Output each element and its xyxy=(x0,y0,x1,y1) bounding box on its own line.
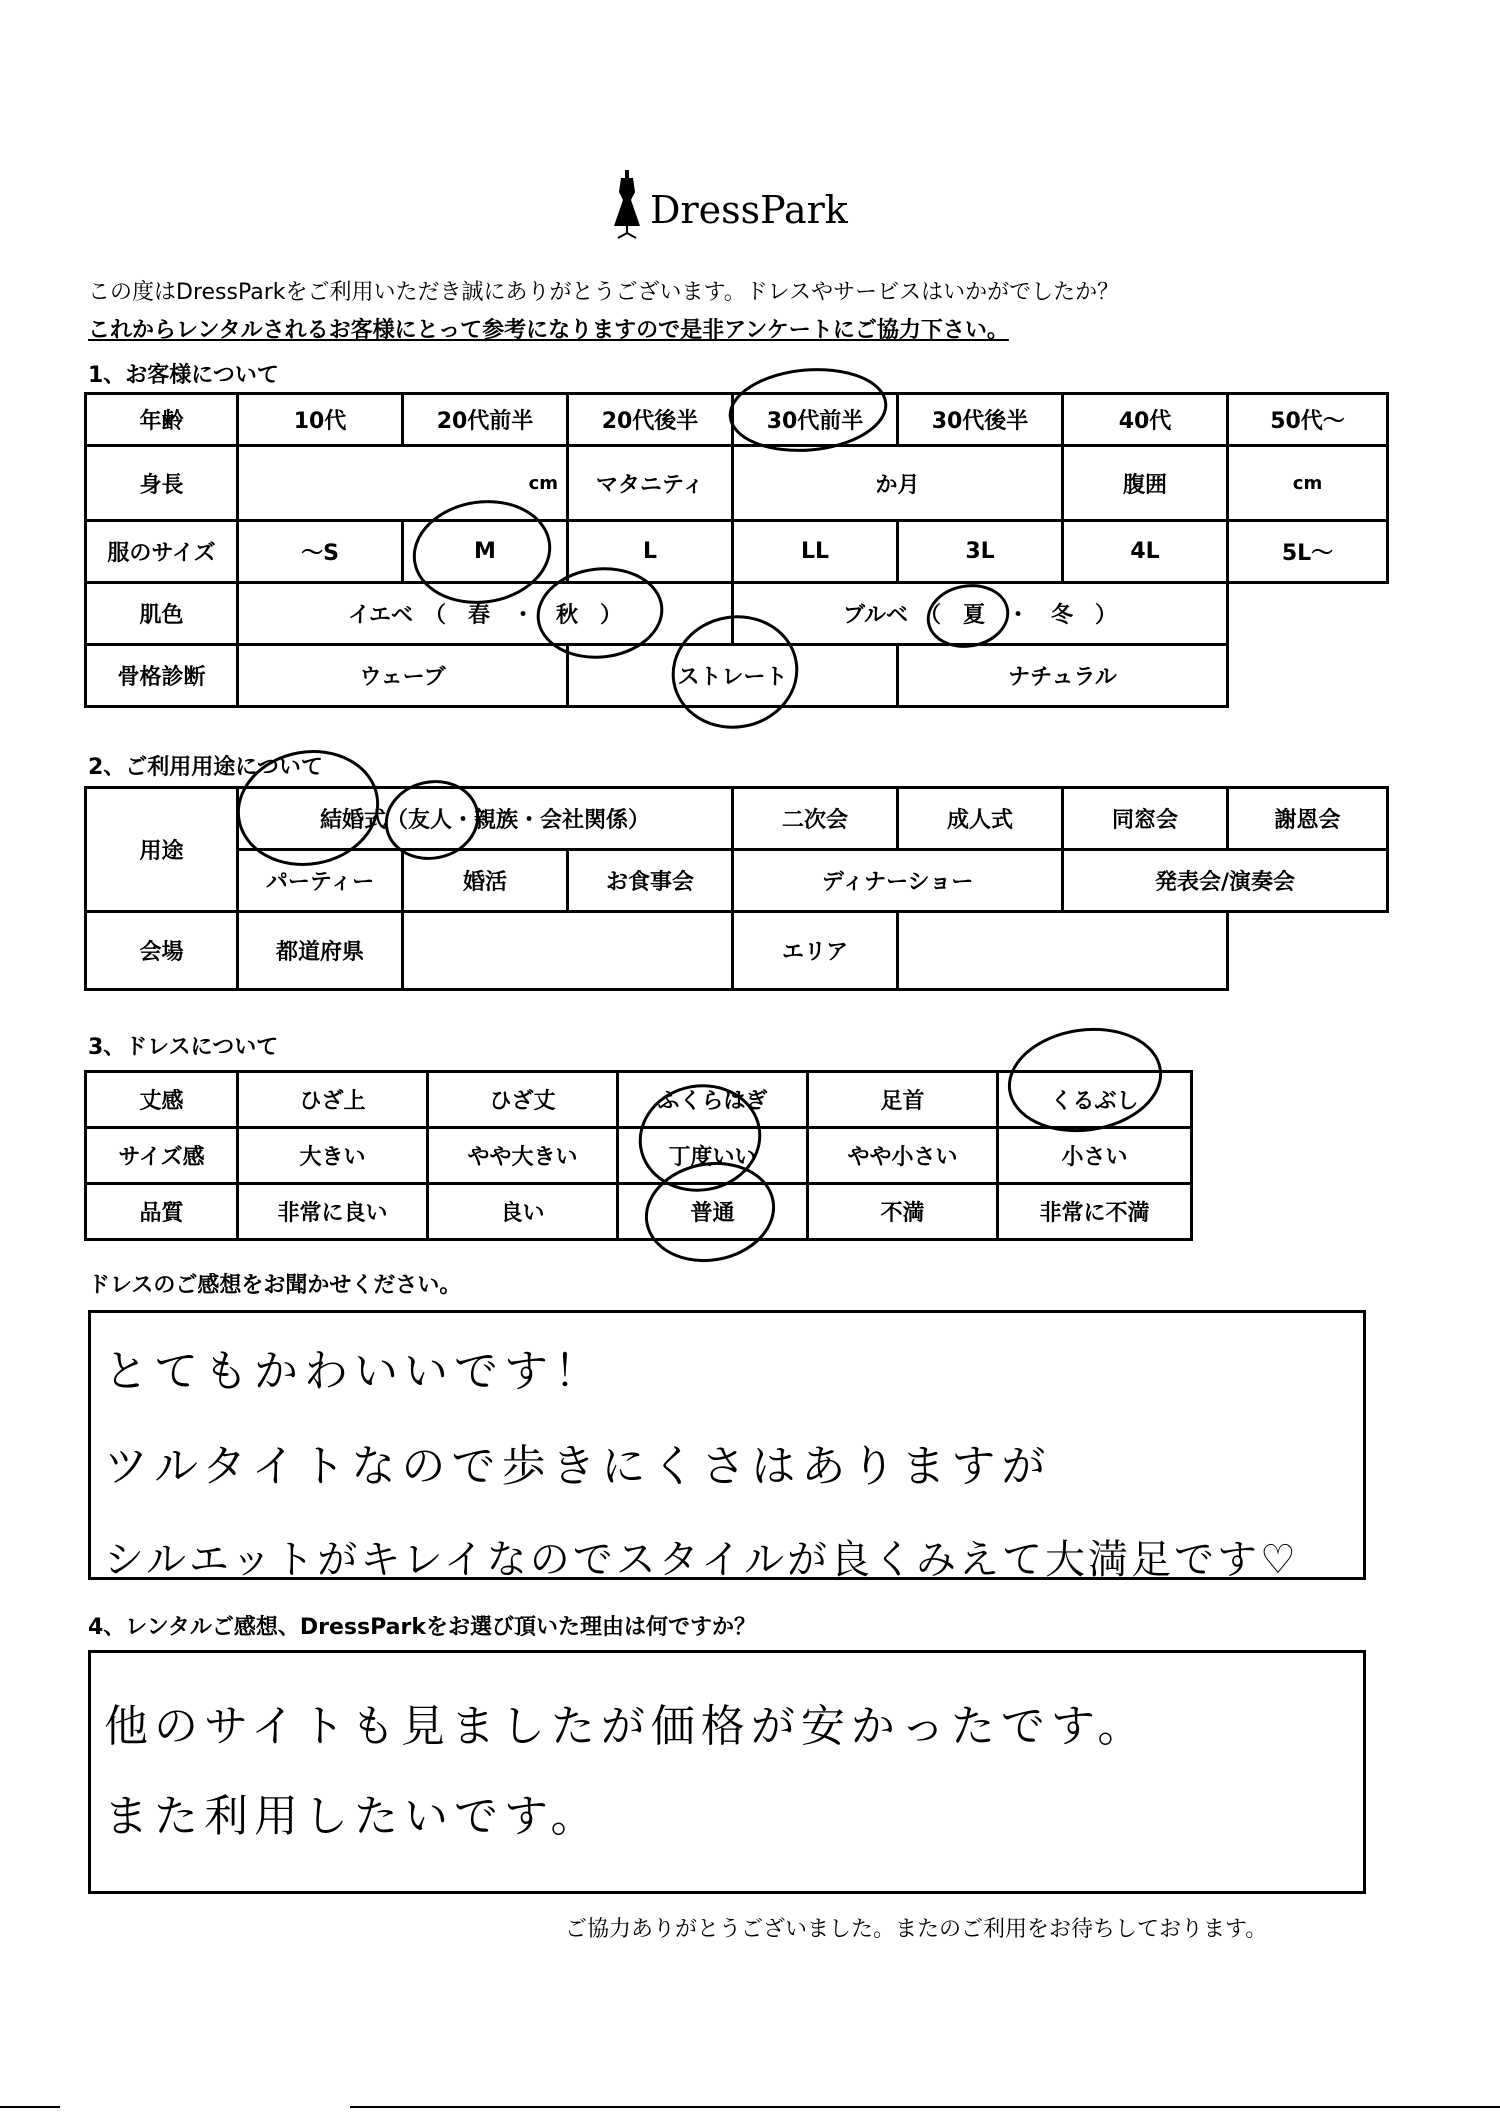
fit-option[interactable]: やや小さい xyxy=(808,1128,998,1184)
height-label: 身長 xyxy=(86,446,238,521)
footer-thanks: ご協力ありがとうございました。またのご利用をお待ちしております。 xyxy=(565,1917,1268,1942)
skeleton-option[interactable]: ウェーブ xyxy=(238,645,568,707)
quality-option[interactable]: 普通 xyxy=(618,1184,808,1240)
purpose-table xyxy=(84,786,1389,991)
purpose-option[interactable]: 婚活 xyxy=(403,850,568,912)
prefecture-field[interactable] xyxy=(403,912,733,990)
purpose-option[interactable]: 二次会 xyxy=(733,788,898,850)
section2-title: 2、ご利用用途について xyxy=(88,755,323,780)
purpose-option[interactable]: 発表会/演奏会 xyxy=(1063,850,1388,912)
height-unit: cm xyxy=(528,472,558,494)
fit-option[interactable]: 大きい xyxy=(238,1128,428,1184)
age-option[interactable]: 20代後半 xyxy=(568,394,733,446)
scan-edge-line xyxy=(0,2106,60,2108)
age-option[interactable]: 30代前半 xyxy=(733,394,898,446)
size-option[interactable]: M xyxy=(403,521,568,583)
impression-line: ツルタイトなので歩きにくさはありますが xyxy=(104,1441,1052,1492)
quality-option[interactable]: 良い xyxy=(428,1184,618,1240)
maternity-field[interactable] xyxy=(733,446,1063,521)
reason-line: また利用したいです。 xyxy=(104,1791,601,1842)
skin-label: 肌色 xyxy=(86,583,238,645)
scan-edge-line xyxy=(350,2106,1500,2108)
customer-table xyxy=(84,392,1389,708)
quality-label: 品質 xyxy=(86,1184,238,1240)
length-option[interactable]: くるぶし xyxy=(998,1072,1192,1128)
waist-field[interactable] xyxy=(1228,446,1388,521)
skeleton-label: 骨格診断 xyxy=(86,645,238,707)
size-option[interactable]: 5L～ xyxy=(1228,521,1388,583)
area-field[interactable] xyxy=(898,912,1228,990)
quality-option[interactable]: 非常に不満 xyxy=(998,1184,1192,1240)
dress-form-icon xyxy=(610,170,644,240)
waist-label: 腹囲 xyxy=(1063,446,1228,521)
length-label: 丈感 xyxy=(86,1072,238,1128)
age-option[interactable]: 50代～ xyxy=(1228,394,1388,446)
section1-title: 1、お客様について xyxy=(88,363,279,388)
size-label: 服のサイズ xyxy=(86,521,238,583)
age-option[interactable]: 10代 xyxy=(238,394,403,446)
size-option[interactable]: 4L xyxy=(1063,521,1228,583)
purpose-option[interactable]: 成人式 xyxy=(898,788,1063,850)
fit-label: サイズ感 xyxy=(86,1128,238,1184)
purpose-option[interactable]: 謝恩会 xyxy=(1228,788,1388,850)
intro-line-2: これからレンタルされるお客様にとって参考になりますので是非アンケートにご協力下さい。 xyxy=(88,318,1009,343)
size-option[interactable]: LL xyxy=(733,521,898,583)
size-option[interactable]: 3L xyxy=(898,521,1063,583)
purpose-option[interactable]: 結婚式（友人・親族・会社関係） xyxy=(238,788,733,850)
length-option[interactable]: ひざ丈 xyxy=(428,1072,618,1128)
purpose-option[interactable]: お食事会 xyxy=(568,850,733,912)
quality-option[interactable]: 非常に良い xyxy=(238,1184,428,1240)
waist-unit: cm xyxy=(1292,472,1323,494)
reason-line: 他のサイトも見ましたが価格が安かったです。 xyxy=(104,1701,1148,1752)
maternity-unit: か月 xyxy=(875,472,920,498)
dress-table xyxy=(84,1070,1193,1241)
section4-title: 4、レンタルご感想、DressParkをお選び頂いた理由は何ですか？ xyxy=(88,1615,756,1640)
logo-text: DressPark xyxy=(650,188,848,232)
length-option[interactable]: ふくらはぎ xyxy=(618,1072,808,1128)
area-label: エリア xyxy=(733,912,898,990)
skeleton-option[interactable]: ストレート xyxy=(568,645,898,707)
age-option[interactable]: 40代 xyxy=(1063,394,1228,446)
skeleton-option[interactable]: ナチュラル xyxy=(898,645,1228,707)
reason-box[interactable] xyxy=(88,1650,1366,1894)
age-option[interactable]: 30代後半 xyxy=(898,394,1063,446)
size-option[interactable]: L xyxy=(568,521,733,583)
purpose-label: 用途 xyxy=(86,788,238,912)
impression-line: シルエットがキレイなのでスタイルが良くみえて大満足です♡ xyxy=(104,1537,1299,1583)
age-option[interactable]: 20代前半 xyxy=(403,394,568,446)
venue-label: 会場 xyxy=(86,912,238,990)
fit-option[interactable]: 丁度いい xyxy=(618,1128,808,1184)
length-option[interactable]: ひざ上 xyxy=(238,1072,428,1128)
skin-yellow-option[interactable]: イエベ （ 春 ・ 秋 ） xyxy=(238,583,733,645)
size-option[interactable]: ～S xyxy=(238,521,403,583)
quality-option[interactable]: 不満 xyxy=(808,1184,998,1240)
purpose-option[interactable]: パーティー xyxy=(238,850,403,912)
section3-title: 3、ドレスについて xyxy=(88,1035,279,1060)
fit-option[interactable]: 小さい xyxy=(998,1128,1192,1184)
intro-line-1: この度はDressParkをご利用いただき誠にありがとうございます。ドレスやサービスはいかがでしたか？ xyxy=(88,280,1120,305)
impression-prompt: ドレスのご感想をお聞かせください。 xyxy=(88,1273,462,1298)
length-option[interactable]: 足首 xyxy=(808,1072,998,1128)
maternity-label: マタニティ xyxy=(568,446,733,521)
skin-blue-option[interactable]: ブルベ （ 夏 ・ 冬 ） xyxy=(733,583,1228,645)
fit-option[interactable]: やや大きい xyxy=(428,1128,618,1184)
dresspark-logo xyxy=(610,170,870,250)
prefecture-label: 都道府県 xyxy=(238,912,403,990)
height-field[interactable] xyxy=(238,446,568,521)
purpose-option[interactable]: 同窓会 xyxy=(1063,788,1228,850)
purpose-option[interactable]: ディナーショー xyxy=(733,850,1063,912)
age-label: 年齢 xyxy=(86,394,238,446)
impression-line: とてもかわいいです！ xyxy=(104,1346,604,1397)
